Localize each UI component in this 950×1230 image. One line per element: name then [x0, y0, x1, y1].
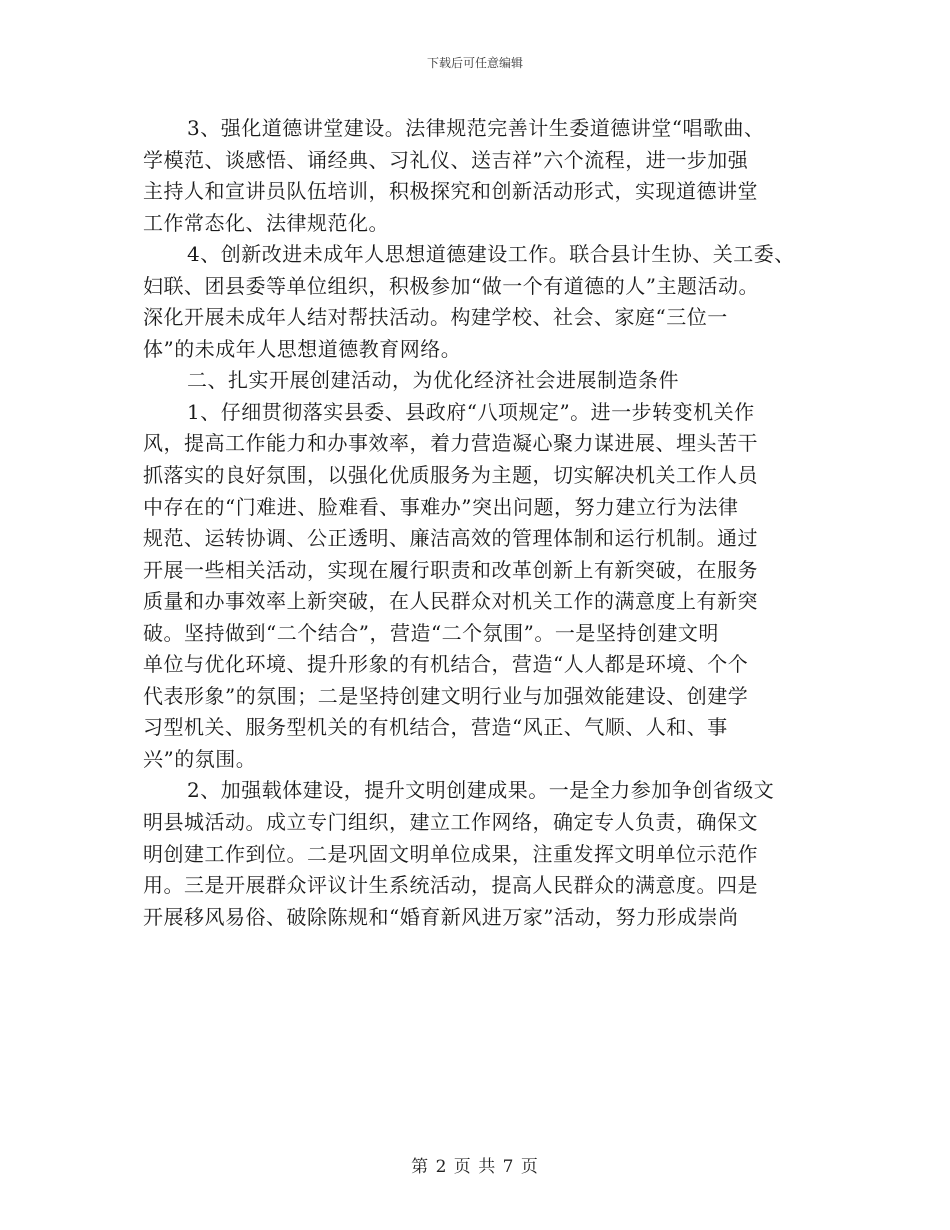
text-line: 中存在的“门难进、脸难看、事难办”突出问题，努力建立行为法律	[143, 494, 739, 519]
text-line: 规范、运转协调、公正透明、廉洁高效的管理体制和运行机制。通过	[143, 526, 758, 551]
text-line: 学模范、谈感悟、诵经典、习礼仪、送吉祥”六个流程，进一步加强	[143, 147, 749, 172]
text-line: 体”的未成年人思想道德教育网络。	[143, 336, 462, 361]
text-line: 开展移风易俗、破除陈规和“婚育新风进万家”活动，努力形成崇尚	[143, 904, 739, 929]
text-line: 二、扎实开展创建活动，为优化经济社会进展制造条件	[187, 368, 679, 393]
text-line: 开展一些相关活动，实现在履行职责和改革创新上有新突破，在服务	[143, 557, 758, 582]
text-line: 兴”的氛围。	[143, 746, 257, 771]
text-line: 破。坚持做到“二个结合”，营造“二个氛围”。一是坚持创建文明	[143, 620, 719, 645]
text-line: 3、强化道德讲堂建设。法律规范完善计生委道德讲堂“唱歌曲、	[187, 116, 765, 140]
text-line: 用。三是开展群众评议计生系统活动，提高人民群众的满意度。四是	[143, 873, 758, 898]
text-line: 妇联、团县委等单位组织，积极参加“做一个有道德的人”主题活动。	[143, 273, 759, 298]
text-line: 质量和办事效率上新突破，在人民群众对机关工作的满意度上有新突	[143, 589, 758, 614]
text-line: 抓落实的良好氛围，以强化优质服务为主题，切实解决机关工作人员	[143, 463, 758, 488]
text-line: 1、仔细贯彻落实县委、县政府“八项规定”。进一步转变机关作	[187, 399, 755, 424]
text-line: 代表形象”的氛围；二是坚持创建文明行业与加强效能建设、创建学	[143, 683, 749, 708]
text-line: 2、加强载体建设，提升文明创建成果。一是全力参加争创省级文	[187, 778, 775, 803]
text-line: 明创建工作到位。二是巩固文明单位成果，注重发挥文明单位示范作	[143, 841, 758, 866]
text-line: 深化开展未成年人结对帮扶活动。构建学校、社会、家庭“三位一	[143, 305, 728, 330]
page-footer-pagination: 第 2 页 共 7 页	[411, 1157, 539, 1177]
text-line: 明县城活动。成立专门组织，建立工作网络，确定专人负责，确保文	[143, 810, 758, 835]
text-line: 习型机关、服务型机关的有机结合，营造“风正、气顺、人和、事	[143, 715, 728, 740]
text-line: 单位与优化环境、提升形象的有机结合，营造“人人都是环境、个个	[143, 652, 749, 677]
text-line: 主持人和宣讲员队伍培训，积极探究和创新活动形式，实现道德讲堂	[143, 179, 758, 204]
text-line: 工作常态化、法律规范化。	[143, 210, 389, 235]
page-header-note: 下载后可任意编辑	[426, 56, 523, 70]
text-line: 4、创新改进未成年人思想道德建设工作。联合县计生协、关工委、	[187, 242, 795, 267]
document-body	[143, 113, 813, 933]
text-line: 风，提高工作能力和办事效率，着力营造凝心聚力谋进展、埋头苦干	[143, 431, 758, 456]
